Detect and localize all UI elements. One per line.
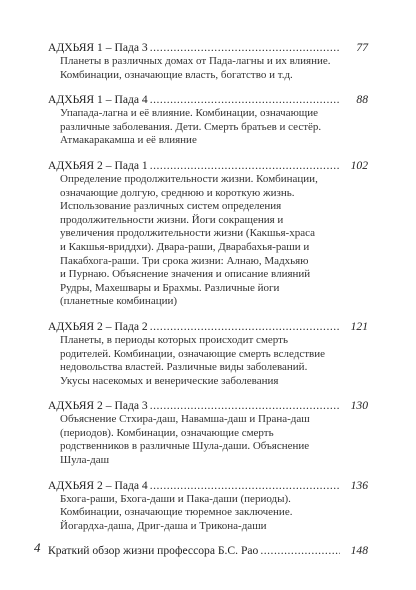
description-line: (периодов). Комбинации, означающие смерть [60,426,274,439]
toc-entry-heading [48,478,368,493]
dot-leader [150,92,340,107]
dot-leader [150,398,340,413]
toc-entry-page: 88 [356,93,368,107]
description-line: Определение продолжительности жизни. Комбинации, [60,172,318,185]
toc-entry-page: 136 [350,478,368,492]
toc-entry-title: АДХЬЯЯ 2 – Пада 2 [48,319,148,333]
toc-entry-heading [48,398,368,413]
toc-entry-heading [48,92,368,107]
toc-entry[interactable] [48,543,368,558]
toc-entry-heading [48,319,368,334]
toc-entry-title: Краткий обзор жизни профессора Б.С. Рао [48,544,259,558]
dot-leader [150,40,340,55]
description-line: Йогардха-даша, Дриг-даша и Трикона-даши [60,519,267,532]
description-line: означающие долгую, среднюю и короткую жизнь. [60,186,295,199]
description-line: недовольства властей. Различные виды заболеваний. [60,361,308,374]
toc-entry-title: АДХЬЯЯ 1 – Пада 4 [48,93,148,107]
toc-entry-title: АДХЬЯЯ 1 – Пада 3 [48,41,148,54]
description-line: продолжительности жизни. Йоги сокращения и [60,213,284,226]
toc-entry-heading [48,158,368,173]
description-line: Планеты в различных домах от Пада-лагны и их влияние. [60,55,331,67]
toc-entry[interactable] [48,40,368,82]
toc-entry[interactable] [48,398,368,467]
toc-entry-description [60,107,328,148]
toc-entry-page: 130 [350,399,368,413]
toc-entry-heading [48,40,368,55]
description-line: Объяснение Стхира-даш, Навамша-даш и Прана-даш [60,413,310,426]
toc-entry-page: 77 [356,41,368,54]
toc-entry[interactable] [48,478,368,534]
description-line: Рудры, Махешвары и Брахмы. Различные йоги [60,281,280,294]
description-line: Бхога-раши, Бхога-даши и Пака-даши (периоды). [60,492,291,505]
toc-entry-title: АДХЬЯЯ 2 – Пада 4 [48,478,148,492]
description-line: родителей. Комбинации, означающие смерть вследствие [60,347,326,360]
toc-entry-title: АДХЬЯЯ 2 – Пада 3 [48,399,148,413]
description-line: Использование различных систем определения [60,200,282,213]
toc-entry-page: 121 [350,319,368,333]
description-line: Шула-даш [60,454,110,467]
toc-entry-description [60,334,328,388]
toc-entry[interactable] [48,319,368,388]
dot-leader [260,543,340,558]
toc-entry[interactable] [48,158,368,309]
toc-entry[interactable] [48,92,368,148]
description-line: Упапада-лагна и её влияние. Комбинации, означающие [60,107,319,120]
page-number: 4 [34,540,41,555]
dot-leader [150,478,340,493]
description-line: (планетные комбинации) [60,295,178,308]
toc-entry-page: 102 [350,158,368,172]
dot-leader [150,158,340,173]
toc-entry-description [60,493,328,534]
toc-entry-description [60,173,328,309]
toc-entry-description [60,55,331,82]
description-line: родственников в различные Шула-даши. Объяснение [60,440,310,453]
description-line: увеличения продолжительности жизни (Какшья-храса [60,227,315,240]
table-of-contents [48,40,368,568]
dot-leader [150,319,340,334]
description-line: Укусы насекомых и венерические заболевания [60,374,279,387]
description-line: различные заболевания. Дети. Смерть братьев и сестёр. [60,120,322,133]
description-line: Комбинации, означающие тюремное заключение. [60,506,293,519]
description-line: Планеты, в периоды которых происходит смерть [60,333,288,346]
toc-entry-description [60,413,328,467]
toc-entry-heading [48,543,368,558]
toc-entry-title: АДХЬЯЯ 2 – Пада 1 [48,158,148,172]
description-line: Пакабхога-раши. Три срока жизни: Алнаю, Мадхьяю [60,254,309,267]
description-line: Комбинации, означающие власть, богатство и т.д. [60,68,293,81]
description-line: и Какшья-вриддхи). Двара-раши, Дварабахья-раши и [60,240,310,253]
description-line: Атмакаракамша и её влияние [60,134,197,147]
description-line: и Пурнаю. Объяснение значения и описание влияний [60,268,311,281]
toc-entry-page: 148 [350,544,368,558]
